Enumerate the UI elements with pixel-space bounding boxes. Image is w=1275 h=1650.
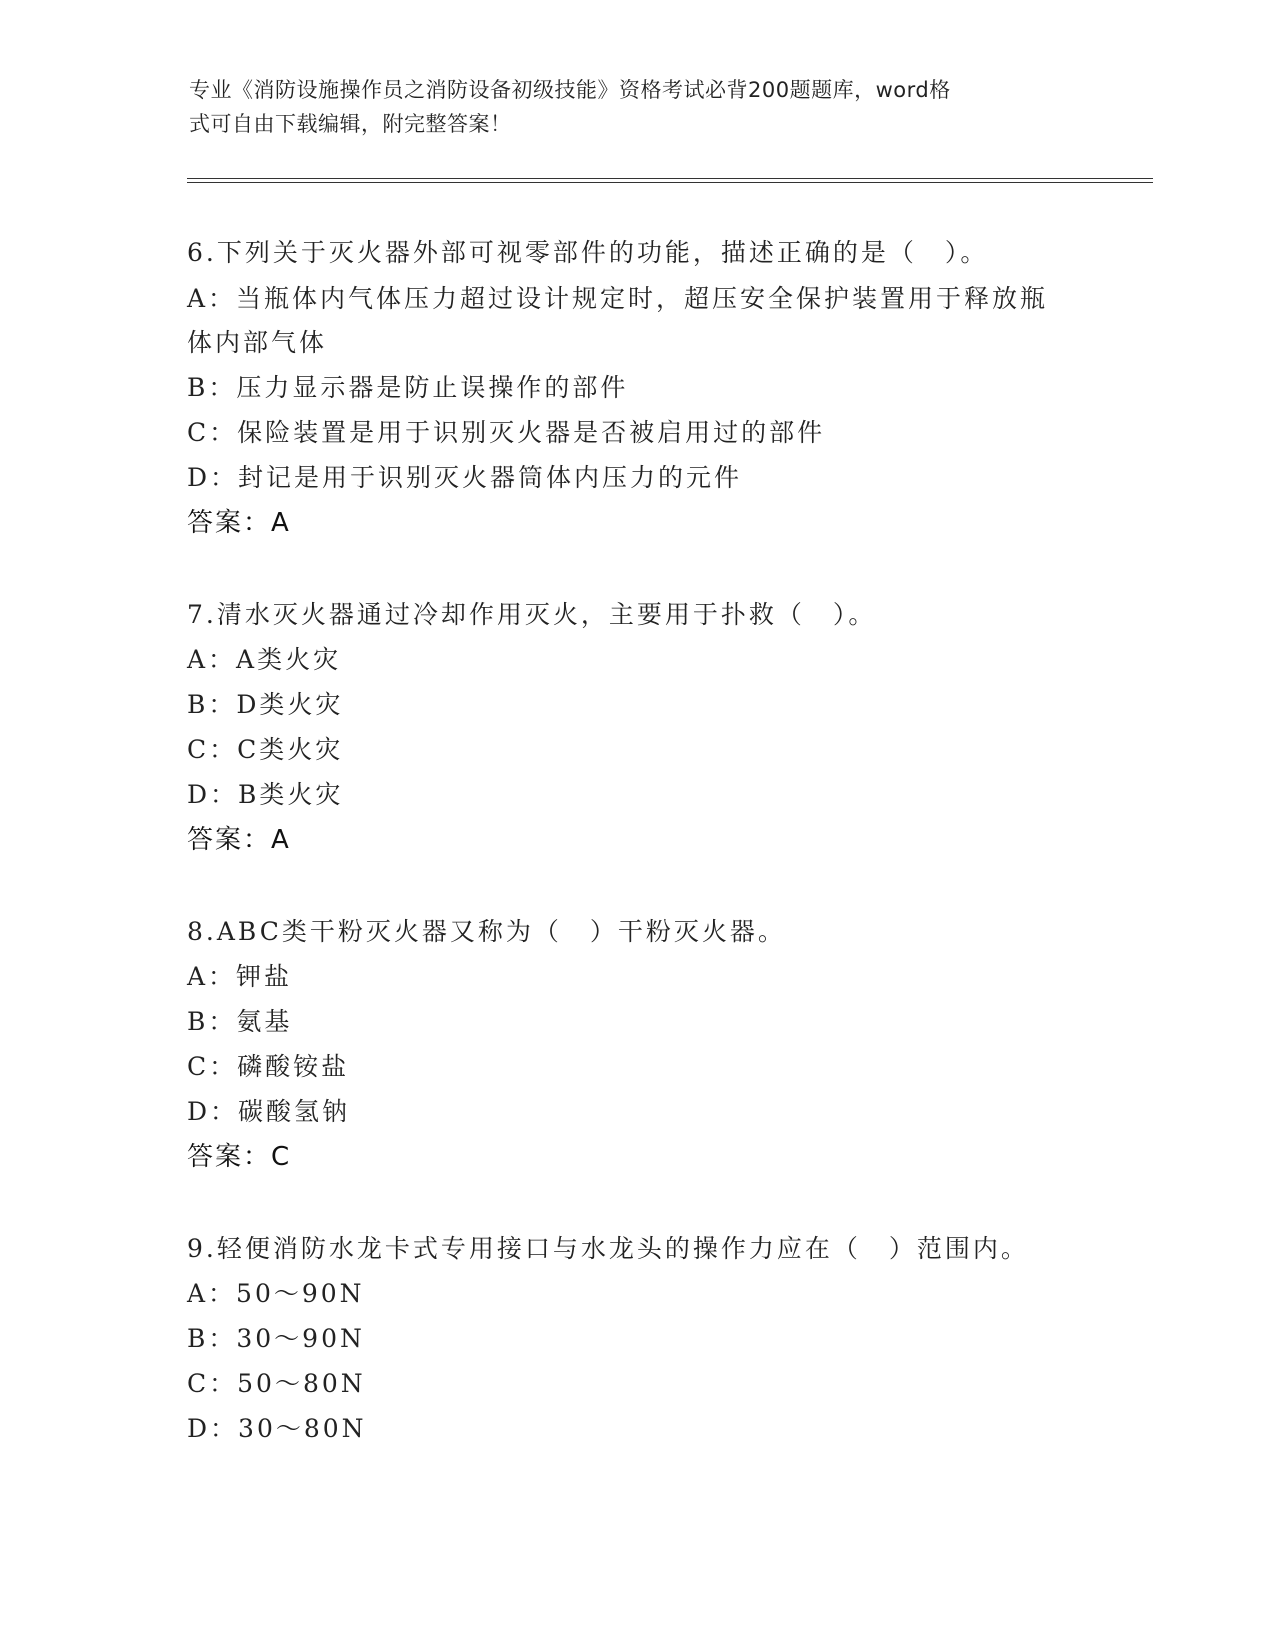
option-a: A：A类火灾 xyxy=(187,645,342,674)
option-d: D：B类火灾 xyxy=(187,780,344,809)
question-stem: 7.清水灭火器通过冷却作用灭火，主要用于扑救（ ）。 xyxy=(187,600,877,629)
option-a: A：50～90N xyxy=(187,1279,365,1308)
question-stem: 8.ABC类干粉灭火器又称为（ ）干粉灭火器。 xyxy=(187,917,786,946)
option-a-continued: 体内部气体 xyxy=(187,328,328,357)
question-stem: 9.轻便消防水龙卡式专用接口与水龙头的操作力应在（ ）范围内。 xyxy=(187,1234,1029,1263)
option-c: C：50～80N xyxy=(187,1369,366,1398)
document-title-line-2: 式可自由下载编辑，附完整答案！ xyxy=(189,112,512,136)
option-a: A：当瓶体内气体压力超过设计规定时，超压安全保护装置用于释放瓶 xyxy=(187,284,1049,313)
question-stem: 6.下列关于灭火器外部可视零部件的功能，描述正确的是（ ）。 xyxy=(187,238,989,267)
document-title-line-1: 专业《消防设施操作员之消防设备初级技能》资格考试必背200题题库，word格 xyxy=(189,78,951,102)
option-d: D：30～80N xyxy=(187,1414,367,1443)
option-b: B：D类火灾 xyxy=(187,690,344,719)
answer: 答案：C xyxy=(187,1142,292,1172)
option-c: C：磷酸铵盐 xyxy=(187,1052,350,1081)
answer: 答案：A xyxy=(187,508,291,538)
option-b: B：压力显示器是防止误操作的部件 xyxy=(187,373,629,402)
option-d: D：封记是用于识别灭火器筒体内压力的元件 xyxy=(187,463,743,492)
option-b: B：氨基 xyxy=(187,1007,293,1036)
option-b: B：30～90N xyxy=(187,1324,365,1353)
option-d: D：碳酸氢钠 xyxy=(187,1097,351,1126)
option-c: C：保险装置是用于识别灭火器是否被启用过的部件 xyxy=(187,418,826,447)
header-divider xyxy=(187,178,1153,183)
option-a: A：钾盐 xyxy=(187,962,293,991)
answer: 答案：A xyxy=(187,825,291,855)
option-c: C：C类火灾 xyxy=(187,735,344,764)
